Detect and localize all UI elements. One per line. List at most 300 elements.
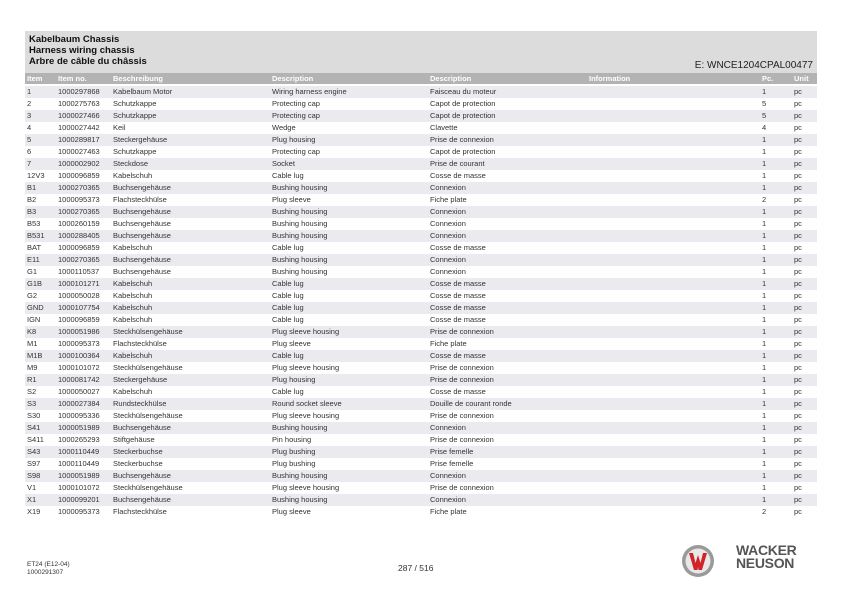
- cell-beschreibung: Buchsengehäuse: [113, 255, 171, 264]
- cell-description-fr: Capot de protection: [430, 99, 496, 108]
- cell-beschreibung: Kabelbaum Motor: [113, 87, 173, 96]
- table-row: [25, 146, 817, 158]
- cell-description-en: Plug sleeve: [272, 507, 311, 516]
- cell-unit: pc: [794, 495, 802, 504]
- cell-item: G2: [27, 291, 38, 300]
- col-description-en: Description: [272, 74, 314, 83]
- cell-description-fr: Cosse de masse: [430, 315, 486, 324]
- cell-item: M1B: [27, 351, 43, 360]
- cell-item-no: 1000270365: [58, 207, 100, 216]
- cell-pc: 1: [762, 375, 767, 384]
- cell-description-fr: Connexion: [430, 267, 466, 276]
- cell-description-en: Bushing housing: [272, 471, 328, 480]
- cell-item-no: 1000050028: [58, 291, 100, 300]
- cell-item: B2: [27, 195, 37, 204]
- cell-description-en: Plug housing: [272, 135, 316, 144]
- cell-beschreibung: Rundsteckhülse: [113, 399, 167, 408]
- table-row: [25, 506, 817, 518]
- brand-line2: NEUSON: [736, 555, 795, 571]
- cell-item: E11: [27, 255, 40, 264]
- cell-pc: 1: [762, 447, 767, 456]
- cell-pc: 1: [762, 279, 767, 288]
- cell-pc: 1: [762, 219, 767, 228]
- cell-beschreibung: Kabelschuh: [113, 303, 153, 312]
- cell-beschreibung: Buchsengehäuse: [113, 183, 171, 192]
- cell-item: 12V3: [27, 171, 45, 180]
- table-row: [25, 494, 817, 506]
- cell-description-fr: Connexion: [430, 255, 466, 264]
- cell-description-en: Protecting cap: [272, 99, 320, 108]
- cell-unit: pc: [794, 447, 802, 456]
- table-row: [25, 350, 817, 362]
- cell-item-no: 1000051986: [58, 327, 100, 336]
- table-header: [25, 73, 817, 84]
- cell-item-no: 1000081742: [58, 375, 100, 384]
- cell-item-no: 1000107754: [58, 303, 100, 312]
- cell-description-en: Plug sleeve: [272, 195, 311, 204]
- cell-unit: pc: [794, 435, 802, 444]
- cell-beschreibung: Schutzkappe: [113, 147, 157, 156]
- cell-description-fr: Prise de connexion: [430, 483, 494, 492]
- cell-item-no: 1000051989: [58, 471, 100, 480]
- cell-item-no: 1000096859: [58, 243, 100, 252]
- cell-beschreibung: Kabelschuh: [113, 171, 153, 180]
- cell-description-fr: Connexion: [430, 219, 466, 228]
- cell-item: 6: [27, 147, 32, 156]
- table-row: [25, 446, 817, 458]
- cell-unit: pc: [794, 267, 802, 276]
- cell-description-fr: Cosse de masse: [430, 291, 486, 300]
- cell-description-en: Bushing housing: [272, 183, 328, 192]
- cell-item-no: 1000099201: [58, 495, 100, 504]
- cell-description-fr: Prise de connexion: [430, 363, 494, 372]
- cell-beschreibung: Flachsteckhülse: [113, 339, 167, 348]
- cell-item-no: 1000096859: [58, 171, 100, 180]
- cell-item: G1B: [27, 279, 43, 288]
- table-row: [25, 398, 817, 410]
- cell-description-en: Plug bushing: [272, 459, 316, 468]
- col-unit: Unit: [794, 74, 809, 83]
- cell-description-fr: Cosse de masse: [430, 351, 486, 360]
- cell-description-fr: Connexion: [430, 231, 466, 240]
- cell-pc: 1: [762, 231, 767, 240]
- cell-beschreibung: Keil: [113, 123, 126, 132]
- cell-unit: pc: [794, 471, 802, 480]
- cell-item-no: 1000110449: [58, 447, 100, 456]
- cell-pc: 1: [762, 351, 767, 360]
- cell-item: 5: [27, 135, 32, 144]
- cell-unit: pc: [794, 423, 802, 432]
- cell-pc: 1: [762, 423, 767, 432]
- table-row: [25, 458, 817, 470]
- table-row: [25, 434, 817, 446]
- col-beschreibung: Beschreibung: [113, 74, 164, 83]
- cell-description-fr: Fiche plate: [430, 195, 467, 204]
- cell-item: K8: [27, 327, 37, 336]
- cell-unit: pc: [794, 507, 802, 516]
- brand-wordmark: [736, 544, 796, 570]
- cell-beschreibung: Buchsengehäuse: [113, 423, 171, 432]
- cell-beschreibung: Kabelschuh: [113, 351, 153, 360]
- cell-item-no: 1000096859: [58, 315, 100, 324]
- title-french: Arbre de câble du châssis: [29, 56, 147, 67]
- cell-item: 2: [27, 99, 32, 108]
- cell-description-en: Wedge: [272, 123, 296, 132]
- cell-description-en: Plug sleeve housing: [272, 483, 340, 492]
- cell-description-en: Plug housing: [272, 375, 316, 384]
- cell-description-en: Cable lug: [272, 279, 304, 288]
- cell-item-no: 1000100364: [58, 351, 100, 360]
- table-row: [25, 422, 817, 434]
- cell-item: B1: [27, 183, 37, 192]
- table-row: [25, 278, 817, 290]
- cell-unit: pc: [794, 291, 802, 300]
- cell-item-no: 1000050027: [58, 387, 100, 396]
- cell-pc: 1: [762, 87, 767, 96]
- cell-item-no: 1000275763: [58, 99, 100, 108]
- cell-description-en: Plug sleeve housing: [272, 411, 340, 420]
- cell-description-en: Cable lug: [272, 351, 304, 360]
- cell-unit: pc: [794, 99, 802, 108]
- table-row: [25, 314, 817, 326]
- cell-item-no: 1000265293: [58, 435, 100, 444]
- cell-description-fr: Fiche plate: [430, 339, 467, 348]
- cell-unit: pc: [794, 243, 802, 252]
- cell-unit: pc: [794, 219, 802, 228]
- title-block: [25, 31, 817, 73]
- cell-item: BAT: [27, 243, 42, 252]
- table-row: [25, 122, 817, 134]
- cell-unit: pc: [794, 303, 802, 312]
- cell-item: 1: [27, 87, 32, 96]
- cell-beschreibung: Buchsengehäuse: [113, 207, 171, 216]
- cell-pc: 1: [762, 135, 767, 144]
- cell-item: S41: [27, 423, 41, 432]
- cell-description-fr: Cosse de masse: [430, 171, 486, 180]
- cell-item: S30: [27, 411, 41, 420]
- cell-item: S3: [27, 399, 37, 408]
- cell-pc: 1: [762, 183, 767, 192]
- table-row: [25, 374, 817, 386]
- cell-unit: pc: [794, 363, 802, 372]
- cell-item-no: 1000095373: [58, 339, 100, 348]
- table-row: [25, 158, 817, 170]
- cell-pc: 1: [762, 303, 767, 312]
- cell-beschreibung: Buchsengehäuse: [113, 231, 171, 240]
- cell-beschreibung: Kabelschuh: [113, 279, 153, 288]
- cell-item: R1: [27, 375, 37, 384]
- cell-pc: 1: [762, 147, 767, 156]
- cell-description-en: Pin housing: [272, 435, 312, 444]
- doc-code: ET24 (E12-04): [27, 561, 70, 568]
- cell-item: B3: [27, 207, 37, 216]
- cell-unit: pc: [794, 279, 802, 288]
- cell-unit: pc: [794, 387, 802, 396]
- cell-beschreibung: Flachsteckhülse: [113, 195, 167, 204]
- cell-item: V1: [27, 483, 37, 492]
- table-row: [25, 206, 817, 218]
- cell-description-fr: Prise de connexion: [430, 375, 494, 384]
- table-row: [25, 266, 817, 278]
- cell-item-no: 1000289817: [58, 135, 100, 144]
- cell-item-no: 1000288405: [58, 231, 100, 240]
- cell-item: 4: [27, 123, 32, 132]
- cell-description-en: Bushing housing: [272, 231, 328, 240]
- cell-unit: pc: [794, 399, 802, 408]
- cell-pc: 1: [762, 339, 767, 348]
- cell-item-no: 1000002902: [58, 159, 100, 168]
- cell-description-en: Plug sleeve: [272, 339, 311, 348]
- cell-beschreibung: Buchsengehäuse: [113, 471, 171, 480]
- cell-description-fr: Connexion: [430, 495, 466, 504]
- cell-unit: pc: [794, 207, 802, 216]
- table-row: [25, 386, 817, 398]
- cell-unit: pc: [794, 339, 802, 348]
- cell-description-en: Bushing housing: [272, 423, 328, 432]
- title-english: Harness wiring chassis: [29, 45, 135, 56]
- table-row: [25, 170, 817, 182]
- cell-pc: 1: [762, 459, 767, 468]
- cell-pc: 1: [762, 471, 767, 480]
- cell-unit: pc: [794, 135, 802, 144]
- col-pc: Pc.: [762, 74, 774, 83]
- cell-item: S43: [27, 447, 41, 456]
- cell-unit: pc: [794, 483, 802, 492]
- cell-beschreibung: Buchsengehäuse: [113, 495, 171, 504]
- cell-unit: pc: [794, 231, 802, 240]
- cell-beschreibung: Steckerbuchse: [113, 459, 163, 468]
- cell-pc: 5: [762, 111, 767, 120]
- cell-description-en: Cable lug: [272, 171, 304, 180]
- cell-item: S98: [27, 471, 41, 480]
- cell-beschreibung: Steckergehäuse: [113, 375, 168, 384]
- cell-item-no: 1000027463: [58, 147, 100, 156]
- cell-description-fr: Cosse de masse: [430, 243, 486, 252]
- cell-beschreibung: Steckhülsengehäuse: [113, 363, 183, 372]
- cell-description-en: Protecting cap: [272, 147, 320, 156]
- brand-line1: WACKER: [736, 542, 797, 558]
- cell-description-en: Cable lug: [272, 315, 304, 324]
- cell-description-fr: Capot de protection: [430, 147, 496, 156]
- cell-item-no: 1000051989: [58, 423, 100, 432]
- cell-pc: 1: [762, 399, 767, 408]
- cell-beschreibung: Kabelschuh: [113, 387, 153, 396]
- table-row: [25, 110, 817, 122]
- cell-description-fr: Cosse de masse: [430, 387, 486, 396]
- cell-unit: pc: [794, 351, 802, 360]
- cell-pc: 4: [762, 123, 767, 132]
- cell-unit: pc: [794, 375, 802, 384]
- cell-item: GND: [27, 303, 44, 312]
- cell-beschreibung: Schutzkappe: [113, 99, 157, 108]
- cell-item-no: 1000101271: [58, 279, 100, 288]
- table-row: [25, 230, 817, 242]
- table-row: [25, 194, 817, 206]
- cell-pc: 1: [762, 315, 767, 324]
- cell-unit: pc: [794, 147, 802, 156]
- table-row: [25, 86, 817, 98]
- cell-item-no: 1000095336: [58, 411, 100, 420]
- cell-description-fr: Prise de connexion: [430, 435, 494, 444]
- col-description-fr: Description: [430, 74, 472, 83]
- cell-beschreibung: Buchsengehäuse: [113, 267, 171, 276]
- cell-pc: 5: [762, 99, 767, 108]
- wacker-neuson-logo-icon: [680, 543, 716, 579]
- cell-item-no: 1000027466: [58, 111, 100, 120]
- cell-pc: 1: [762, 327, 767, 336]
- table-row: [25, 254, 817, 266]
- cell-description-fr: Cosse de masse: [430, 279, 486, 288]
- cell-item-no: 1000260159: [58, 219, 100, 228]
- cell-unit: pc: [794, 327, 802, 336]
- cell-pc: 1: [762, 243, 767, 252]
- cell-description-fr: Faisceau du moteur: [430, 87, 497, 96]
- cell-description-en: Plug sleeve housing: [272, 327, 340, 336]
- cell-description-fr: Fiche plate: [430, 507, 467, 516]
- cell-item: M9: [27, 363, 38, 372]
- cell-description-en: Protecting cap: [272, 111, 320, 120]
- cell-item: B53: [27, 219, 41, 228]
- footer-doc-info: [27, 561, 70, 576]
- cell-description-en: Bushing housing: [272, 255, 328, 264]
- cell-unit: pc: [794, 111, 802, 120]
- cell-description-fr: Connexion: [430, 423, 466, 432]
- cell-unit: pc: [794, 159, 802, 168]
- cell-description-fr: Cosse de masse: [430, 303, 486, 312]
- cell-description-fr: Prise de connexion: [430, 135, 494, 144]
- parts-table: [25, 86, 817, 518]
- cell-beschreibung: Steckergehäuse: [113, 135, 168, 144]
- cell-unit: pc: [794, 183, 802, 192]
- cell-unit: pc: [794, 171, 802, 180]
- cell-description-en: Cable lug: [272, 303, 304, 312]
- cell-item-no: 1000110449: [58, 459, 100, 468]
- cell-description-fr: Prise de connexion: [430, 411, 494, 420]
- cell-description-fr: Prise de connexion: [430, 327, 494, 336]
- cell-unit: pc: [794, 315, 802, 324]
- table-row: [25, 242, 817, 254]
- cell-pc: 1: [762, 411, 767, 420]
- title-german: Kabelbaum Chassis: [29, 34, 120, 45]
- cell-beschreibung: Kabelschuh: [113, 291, 153, 300]
- col-item: Item: [27, 74, 43, 83]
- table-row: [25, 302, 817, 314]
- cell-description-fr: Douille de courant ronde: [430, 399, 512, 408]
- table-row: [25, 218, 817, 230]
- cell-beschreibung: Steckhülsengehäuse: [113, 483, 183, 492]
- table-row: [25, 362, 817, 374]
- cell-pc: 1: [762, 207, 767, 216]
- cell-description-en: Cable lug: [272, 243, 304, 252]
- cell-item-no: 1000101072: [58, 483, 100, 492]
- cell-item: 7: [27, 159, 32, 168]
- table-row: [25, 482, 817, 494]
- cell-item: IGN: [27, 315, 41, 324]
- cell-item: S97: [27, 459, 41, 468]
- cell-item: X19: [27, 507, 41, 516]
- cell-beschreibung: Steckerbuchse: [113, 447, 163, 456]
- cell-description-fr: Prise femelle: [430, 447, 474, 456]
- cell-description-fr: Connexion: [430, 183, 466, 192]
- cell-unit: pc: [794, 87, 802, 96]
- cell-item-no: 1000101072: [58, 363, 100, 372]
- cell-description-fr: Prise femelle: [430, 459, 474, 468]
- cell-unit: pc: [794, 459, 802, 468]
- cell-pc: 1: [762, 255, 767, 264]
- cell-pc: 1: [762, 483, 767, 492]
- cell-beschreibung: Buchsengehäuse: [113, 219, 171, 228]
- cell-unit: pc: [794, 195, 802, 204]
- doc-number: 1000291307: [27, 568, 64, 576]
- cell-item: 3: [27, 111, 32, 120]
- cell-unit: pc: [794, 255, 802, 264]
- cell-description-en: Cable lug: [272, 291, 304, 300]
- cell-item: X1: [27, 495, 37, 504]
- cell-item-no: 1000095373: [58, 195, 100, 204]
- cell-beschreibung: Kabelschuh: [113, 315, 153, 324]
- cell-description-en: Plug sleeve housing: [272, 363, 340, 372]
- cell-pc: 1: [762, 495, 767, 504]
- cell-description-fr: Prise de courant: [430, 159, 485, 168]
- cell-pc: 2: [762, 195, 767, 204]
- cell-pc: 1: [762, 291, 767, 300]
- machine-code: E: WNCE1204CPAL00477: [694, 60, 813, 71]
- cell-item: M1: [27, 339, 38, 348]
- cell-item: G1: [27, 267, 38, 276]
- cell-description-fr: Connexion: [430, 471, 466, 480]
- cell-item-no: 1000095373: [58, 507, 100, 516]
- cell-pc: 1: [762, 363, 767, 372]
- cell-beschreibung: Steckhülsengehäuse: [113, 327, 183, 336]
- cell-pc: 1: [762, 159, 767, 168]
- table-row: [25, 98, 817, 110]
- cell-item: S411: [27, 435, 44, 444]
- page-number: 287 / 516: [398, 563, 434, 573]
- cell-beschreibung: Steckhülsengehäuse: [113, 411, 183, 420]
- cell-description-en: Socket: [272, 159, 295, 168]
- cell-description-en: Bushing housing: [272, 219, 328, 228]
- table-row: [25, 134, 817, 146]
- cell-unit: pc: [794, 411, 802, 420]
- table-row: [25, 182, 817, 194]
- cell-item-no: 1000027384: [58, 399, 100, 408]
- cell-pc: 1: [762, 267, 767, 276]
- cell-item: S2: [27, 387, 37, 396]
- table-row: [25, 326, 817, 338]
- cell-item-no: 1000110537: [58, 267, 100, 276]
- cell-beschreibung: Stiftgehäuse: [113, 435, 155, 444]
- cell-beschreibung: Flachsteckhülse: [113, 507, 167, 516]
- cell-description-en: Bushing housing: [272, 495, 328, 504]
- cell-description-fr: Clavette: [430, 123, 458, 132]
- cell-item-no: 1000270365: [58, 255, 100, 264]
- col-information: Information: [589, 74, 631, 83]
- cell-description-en: Round socket sleeve: [272, 399, 342, 408]
- cell-pc: 1: [762, 435, 767, 444]
- cell-description-en: Plug bushing: [272, 447, 316, 456]
- cell-beschreibung: Steckdose: [113, 159, 149, 168]
- cell-unit: pc: [794, 123, 802, 132]
- cell-description-en: Bushing housing: [272, 207, 328, 216]
- cell-item: B531: [27, 231, 45, 240]
- cell-description-en: Wiring harness engine: [272, 87, 347, 96]
- cell-item-no: 1000297868: [58, 87, 100, 96]
- table-row: [25, 290, 817, 302]
- cell-description-fr: Capot de protection: [430, 111, 496, 120]
- cell-description-fr: Connexion: [430, 207, 466, 216]
- table-row: [25, 410, 817, 422]
- cell-description-en: Bushing housing: [272, 267, 328, 276]
